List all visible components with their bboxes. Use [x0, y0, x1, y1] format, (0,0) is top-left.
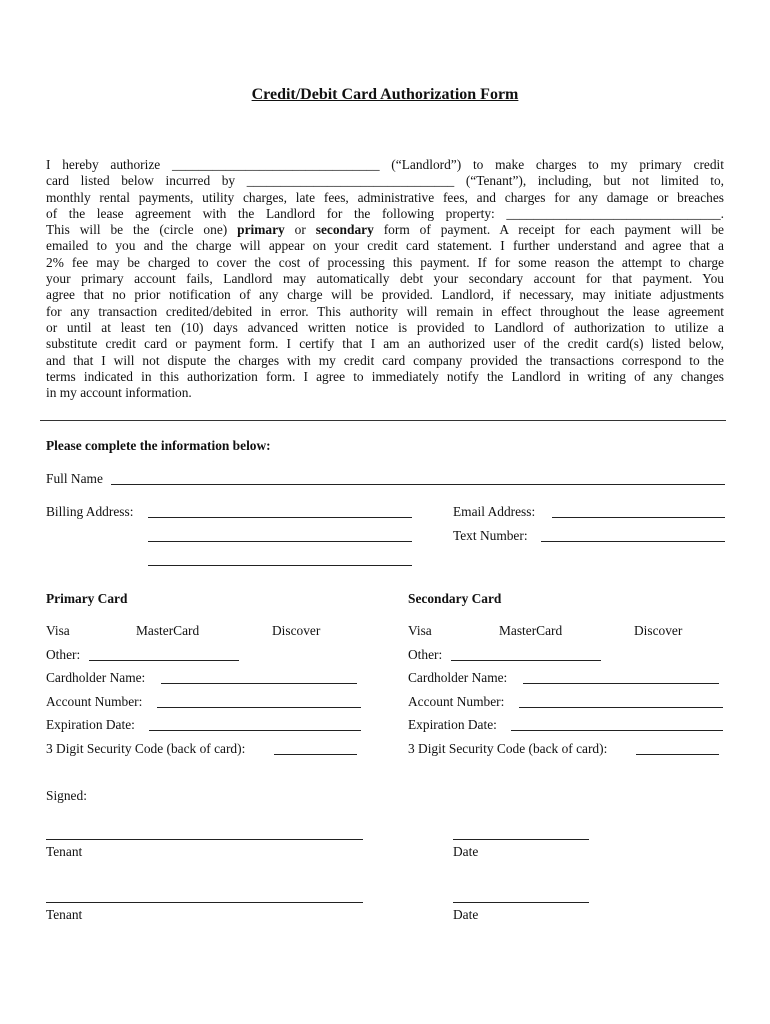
paragraph-line: for any transaction credited/debited in error. This authority will remain in effect throughout the lease agreement: [46, 303, 724, 319]
date-line-2[interactable]: [453, 902, 589, 903]
secondary-account-field[interactable]: [519, 707, 723, 708]
paragraph-line: substitute credit card or payment form. I certify that I am an authorized user of the credit card(s) listed below,: [46, 336, 724, 352]
secondary-cardholder-field[interactable]: [523, 683, 719, 684]
primary-account-field[interactable]: [157, 707, 361, 708]
text-number-field[interactable]: [541, 541, 725, 542]
billing-address-label: Billing Address:: [46, 504, 134, 519]
billing-address-field-1[interactable]: [148, 517, 412, 518]
text-number-label: Text Number:: [453, 528, 528, 543]
secondary-expiration-label: Expiration Date:: [408, 717, 497, 732]
full-name-label: Full Name: [46, 471, 103, 486]
secondary-security-label: 3 Digit Security Code (back of card):: [408, 741, 608, 756]
email-address-field[interactable]: [552, 517, 725, 518]
primary-other-field[interactable]: [89, 660, 239, 661]
section-divider: [40, 420, 726, 421]
primary-visa-option[interactable]: Visa: [46, 623, 70, 638]
secondary-card-heading: Secondary Card: [408, 591, 502, 606]
text-fragment: or: [284, 222, 316, 238]
date-label-2: Date: [453, 907, 479, 922]
text-fragment: This will be the (circle one): [46, 222, 238, 238]
primary-mastercard-option[interactable]: MasterCard: [136, 623, 200, 638]
date-line-1[interactable]: [453, 839, 589, 840]
secondary-option[interactable]: secondary: [315, 222, 374, 238]
billing-address-field-3[interactable]: [148, 565, 412, 566]
info-heading: Please complete the information below:: [46, 438, 271, 453]
primary-other-label: Other:: [46, 647, 81, 662]
paragraph-line: and that I will not dispute the charges with my credit card company provided the transactions correspond to the: [46, 352, 724, 368]
secondary-visa-option[interactable]: Visa: [408, 623, 432, 638]
paragraph-line: I hereby authorize _______________________________ (“Landlord”) to make charges to my primary credit: [46, 157, 724, 172]
secondary-cardholder-label: Cardholder Name:: [408, 670, 508, 685]
paragraph-line: emailed to you and the charge will appear on your credit card statement. I further understand and agree that a: [46, 238, 724, 254]
secondary-other-field[interactable]: [451, 660, 601, 661]
primary-cardholder-field[interactable]: [161, 683, 357, 684]
primary-expiration-label: Expiration Date:: [46, 717, 135, 732]
primary-expiration-field[interactable]: [149, 730, 361, 731]
primary-cardholder-label: Cardholder Name:: [46, 670, 146, 685]
primary-security-label: 3 Digit Security Code (back of card):: [46, 741, 246, 756]
paragraph-line: agree that no prior notification of any charge will be provided. Landlord, if necessary, may initiate adjustments: [46, 287, 724, 303]
paragraph-line: monthly rental payments, utility charges, late fees, administrative fees, and charges for any damage or breaches: [46, 189, 724, 205]
signed-label: Signed:: [46, 788, 87, 803]
primary-security-field[interactable]: [274, 754, 357, 755]
primary-account-label: Account Number:: [46, 694, 143, 709]
secondary-expiration-field[interactable]: [511, 730, 723, 731]
full-name-field[interactable]: [111, 484, 725, 485]
tenant-signature-line-2[interactable]: [46, 902, 363, 903]
date-label-1: Date: [453, 844, 479, 859]
secondary-security-field[interactable]: [636, 754, 719, 755]
paragraph-line: in my account information.: [46, 385, 192, 401]
paragraph-line: 2% fee may be charged to cover the cost of processing this payment. If for some reason the attempt to charge: [46, 254, 724, 270]
primary-discover-option[interactable]: Discover: [272, 623, 321, 638]
billing-address-field-2[interactable]: [148, 541, 412, 542]
secondary-other-label: Other:: [408, 647, 443, 662]
paragraph-line: or until at least ten (10) days advanced written notice is provided to Landlord of authorization to utilize a: [46, 319, 724, 335]
text-fragment: form of payment. A receipt for each payment will be: [373, 222, 724, 238]
tenant-signature-line-1[interactable]: [46, 839, 363, 840]
primary-option[interactable]: primary: [237, 222, 285, 238]
secondary-discover-option[interactable]: Discover: [634, 623, 683, 638]
form-title: Credit/Debit Card Authorization Form: [251, 86, 519, 103]
email-address-label: Email Address:: [453, 504, 536, 519]
paragraph-line: terms indicated in this authorization form. I agree to immediately notify the Landlord in writing of any changes: [46, 368, 724, 384]
authorization-paragraph: [46, 157, 724, 401]
paragraph-line: your primary account fails, Landlord may automatically debt your secondary account for that payment. You: [46, 271, 724, 287]
tenant-label-2: Tenant: [46, 907, 83, 922]
secondary-mastercard-option[interactable]: MasterCard: [499, 623, 563, 638]
tenant-label-1: Tenant: [46, 844, 83, 859]
paragraph-line-payment-choice: [46, 222, 724, 238]
primary-card-heading: Primary Card: [46, 591, 128, 606]
secondary-account-label: Account Number:: [408, 694, 505, 709]
paragraph-line: of the lease agreement with the Landlord for the following property: ________________________________.: [46, 205, 724, 221]
paragraph-line: card listed below incurred by _______________________________ (“Tenant”), including, but not limited to,: [46, 173, 724, 189]
